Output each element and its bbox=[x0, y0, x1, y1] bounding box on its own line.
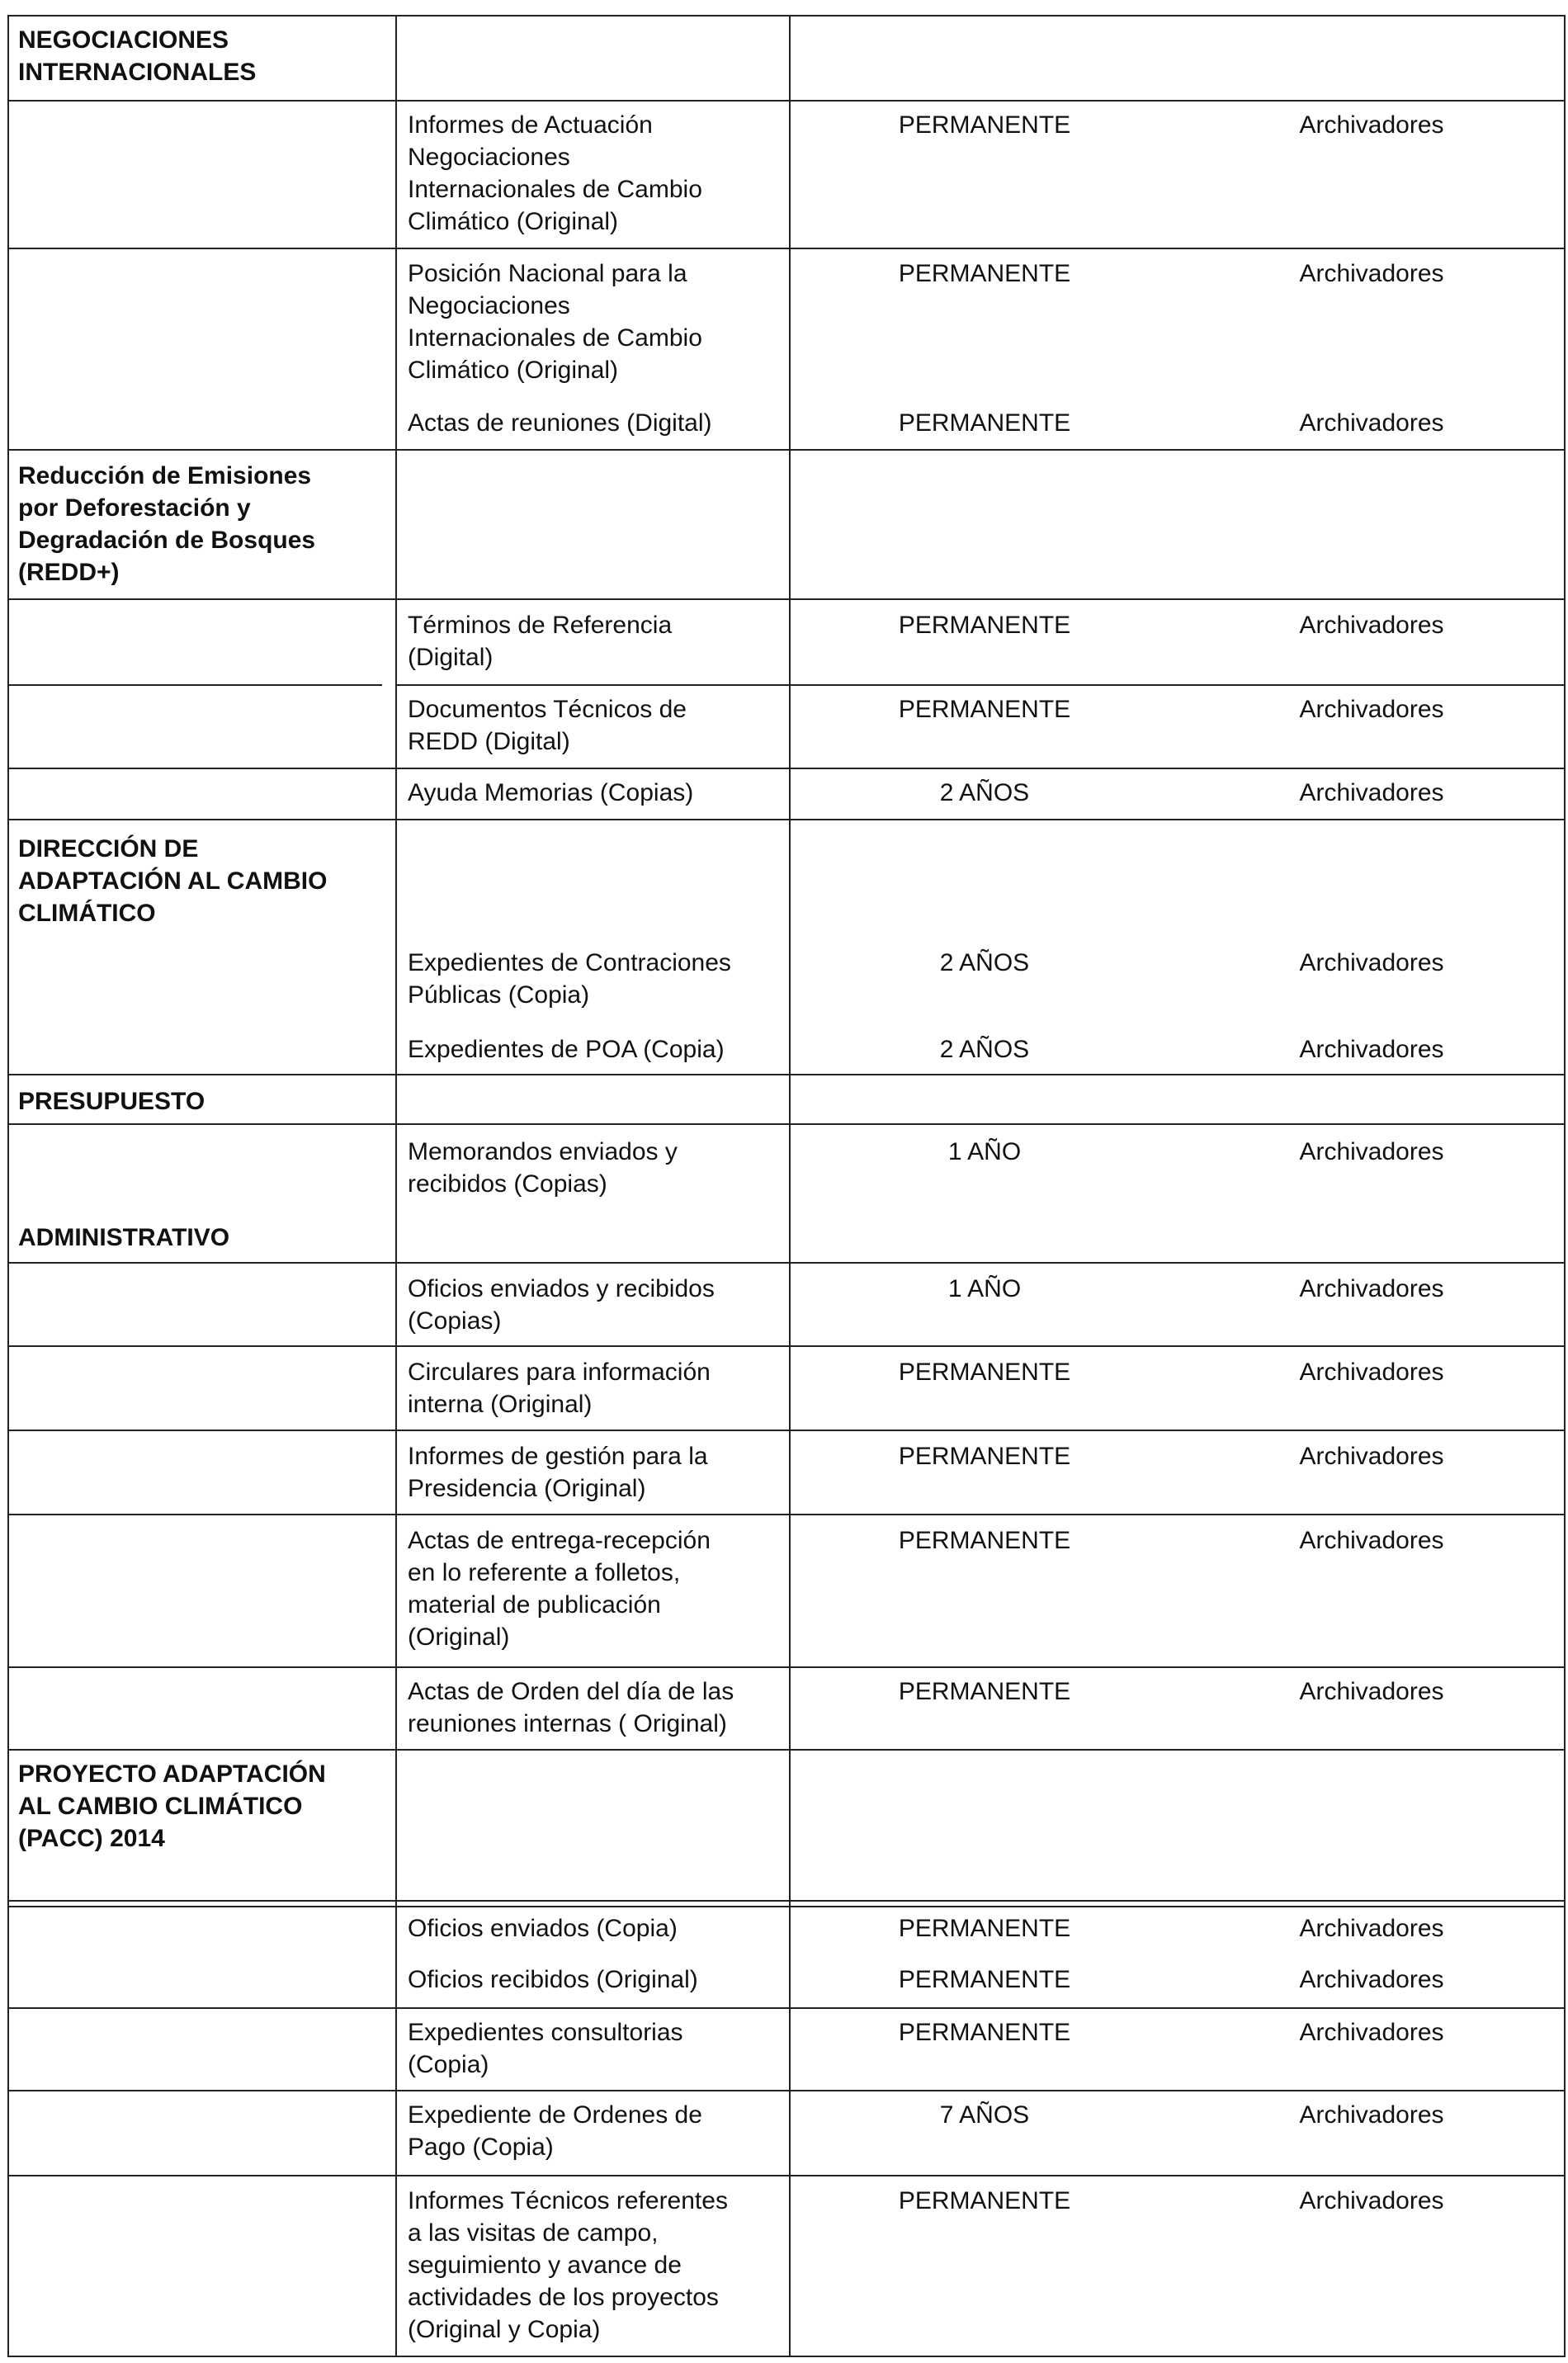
retention-period-cell: PERMANENTE bbox=[898, 1915, 1071, 1942]
section-heading: PROYECTO ADAPTACIÓN AL CAMBIO CLIMÁTICO (PACC) 2014 bbox=[18, 1760, 326, 1852]
document-type-cell: Ayuda Memorias (Copias) bbox=[408, 779, 694, 806]
table-horizontal-rule bbox=[7, 248, 1566, 249]
retention-period-cell: PERMANENTE bbox=[898, 260, 1071, 287]
document-type-cell: Oficios enviados (Copia) bbox=[408, 1915, 678, 1942]
document-type-cell: Términos de Referencia (Digital) bbox=[408, 612, 673, 671]
table-horizontal-rule bbox=[7, 1345, 1566, 1347]
retention-period-cell: PERMANENTE bbox=[898, 1966, 1071, 1993]
table-column-rule bbox=[789, 15, 791, 2357]
storage-location-cell: Archivadores bbox=[1299, 2187, 1444, 2214]
table-column-rule bbox=[1564, 15, 1566, 2357]
table-horizontal-rule bbox=[7, 1123, 1566, 1125]
retention-period-cell: 2 AÑOS bbox=[939, 949, 1030, 976]
table-horizontal-rule bbox=[7, 1262, 1566, 1264]
retention-period-cell: 7 AÑOS bbox=[939, 2101, 1030, 2129]
retention-period-cell: PERMANENTE bbox=[898, 1443, 1071, 1470]
retention-period-cell: PERMANENTE bbox=[898, 1678, 1071, 1705]
table-horizontal-rule bbox=[7, 2090, 1566, 2091]
section-heading: Reducción de Emisiones por Deforestación y Degradación de Bosques (REDD+) bbox=[18, 462, 316, 586]
document-type-cell: Posición Nacional para la Negociaciones Internacionales de Cambio Climático (Original) bbox=[408, 260, 702, 384]
document-type-cell: Informes de gestión para la Presidencia (Original) bbox=[408, 1443, 708, 1502]
storage-location-cell: Archivadores bbox=[1299, 1678, 1444, 1705]
table-horizontal-rule bbox=[7, 1900, 1566, 1902]
table-column-rule bbox=[395, 15, 397, 2357]
section-heading: NEGOCIACIONES INTERNACIONALES bbox=[18, 26, 257, 86]
document-type-cell: Informes de Actuación Negociaciones Internacionales de Cambio Climático (Original) bbox=[408, 111, 702, 235]
table-horizontal-rule bbox=[7, 2007, 1566, 2009]
document-type-cell: Expedientes de POA (Copia) bbox=[408, 1036, 725, 1063]
storage-location-cell: Archivadores bbox=[1299, 1527, 1444, 1554]
storage-location-cell: Archivadores bbox=[1299, 2101, 1444, 2129]
table-horizontal-rule bbox=[7, 1074, 1566, 1075]
retention-period-cell: 1 AÑO bbox=[947, 1275, 1022, 1302]
retention-period-cell: 2 AÑOS bbox=[939, 1036, 1030, 1063]
retention-period-cell: 2 AÑOS bbox=[939, 779, 1030, 806]
table-horizontal-rule bbox=[7, 1430, 1566, 1431]
document-type-cell: Memorandos enviados y recibidos (Copias) bbox=[408, 1138, 678, 1198]
storage-location-cell: Archivadores bbox=[1299, 1359, 1444, 1386]
document-type-cell: Informes Técnicos referentes a las visitas de campo, seguimiento y avance de actividades de los proyectos (Original y Copia) bbox=[408, 2187, 728, 2343]
table-horizontal-rule bbox=[7, 1906, 1566, 1907]
section-heading: PRESUPUESTO bbox=[18, 1088, 205, 1115]
document-type-cell: Expediente de Ordenes de Pago (Copia) bbox=[408, 2101, 702, 2161]
storage-location-cell: Archivadores bbox=[1299, 1036, 1444, 1063]
section-heading: DIRECCIÓN DE ADAPTACIÓN AL CAMBIO CLIMÁTICO bbox=[18, 835, 328, 927]
table-column-rule bbox=[7, 15, 9, 2357]
table-horizontal-rule bbox=[7, 15, 1566, 17]
retention-period-cell: PERMANENTE bbox=[898, 2187, 1071, 2214]
retention-period-cell: 1 AÑO bbox=[947, 1138, 1022, 1165]
table-horizontal-rule bbox=[7, 598, 1566, 600]
document-type-cell: Circulares para información interna (Original) bbox=[408, 1359, 711, 1418]
document-type-cell: Expedientes de Contraciones Públicas (Copia) bbox=[408, 949, 731, 1009]
storage-location-cell: Archivadores bbox=[1299, 1138, 1444, 1165]
document-type-cell: Oficios enviados y recibidos (Copias) bbox=[408, 1275, 715, 1335]
storage-location-cell: Archivadores bbox=[1299, 1275, 1444, 1302]
storage-location-cell: Archivadores bbox=[1299, 949, 1444, 976]
table-horizontal-rule bbox=[7, 819, 1566, 820]
storage-location-cell: Archivadores bbox=[1299, 1915, 1444, 1942]
storage-location-cell: Archivadores bbox=[1299, 409, 1444, 437]
table-horizontal-rule bbox=[7, 1749, 1566, 1751]
retention-period-cell: PERMANENTE bbox=[898, 1527, 1071, 1554]
storage-location-cell: Archivadores bbox=[1299, 612, 1444, 639]
storage-location-cell: Archivadores bbox=[1299, 779, 1444, 806]
document-type-cell: Actas de reuniones (Digital) bbox=[408, 409, 712, 437]
retention-period-cell: PERMANENTE bbox=[898, 1359, 1071, 1386]
storage-location-cell: Archivadores bbox=[1299, 696, 1444, 723]
storage-location-cell: Archivadores bbox=[1299, 1443, 1444, 1470]
storage-location-cell: Archivadores bbox=[1299, 260, 1444, 287]
table-horizontal-rule bbox=[7, 1514, 1566, 1515]
table-horizontal-rule bbox=[7, 768, 1566, 769]
retention-period-cell: PERMANENTE bbox=[898, 409, 1071, 437]
section-heading: ADMINISTRATIVO bbox=[18, 1224, 230, 1251]
storage-location-cell: Archivadores bbox=[1299, 1966, 1444, 1993]
document-type-cell: Oficios recibidos (Original) bbox=[408, 1966, 698, 1993]
table-horizontal-rule bbox=[7, 100, 1566, 102]
document-type-cell: Actas de entrega-recepción en lo referente a folletos, material de publicación (Original) bbox=[408, 1527, 711, 1651]
table-horizontal-rule bbox=[395, 684, 1566, 686]
storage-location-cell: Archivadores bbox=[1299, 2019, 1444, 2046]
table-horizontal-rule bbox=[7, 2356, 1566, 2357]
document-type-cell: Actas de Orden del día de las reuniones internas ( Original) bbox=[408, 1678, 734, 1737]
document-type-cell: Documentos Técnicos de REDD (Digital) bbox=[408, 696, 687, 755]
retention-period-cell: PERMANENTE bbox=[898, 612, 1071, 639]
retention-period-cell: PERMANENTE bbox=[898, 2019, 1071, 2046]
storage-location-cell: Archivadores bbox=[1299, 111, 1444, 139]
table-horizontal-rule bbox=[7, 684, 382, 686]
table-horizontal-rule bbox=[7, 1666, 1566, 1668]
table-horizontal-rule bbox=[7, 449, 1566, 451]
document-type-cell: Expedientes consultorias (Copia) bbox=[408, 2019, 683, 2078]
table-horizontal-rule bbox=[7, 2175, 1566, 2176]
retention-period-cell: PERMANENTE bbox=[898, 696, 1071, 723]
retention-period-cell: PERMANENTE bbox=[898, 111, 1071, 139]
